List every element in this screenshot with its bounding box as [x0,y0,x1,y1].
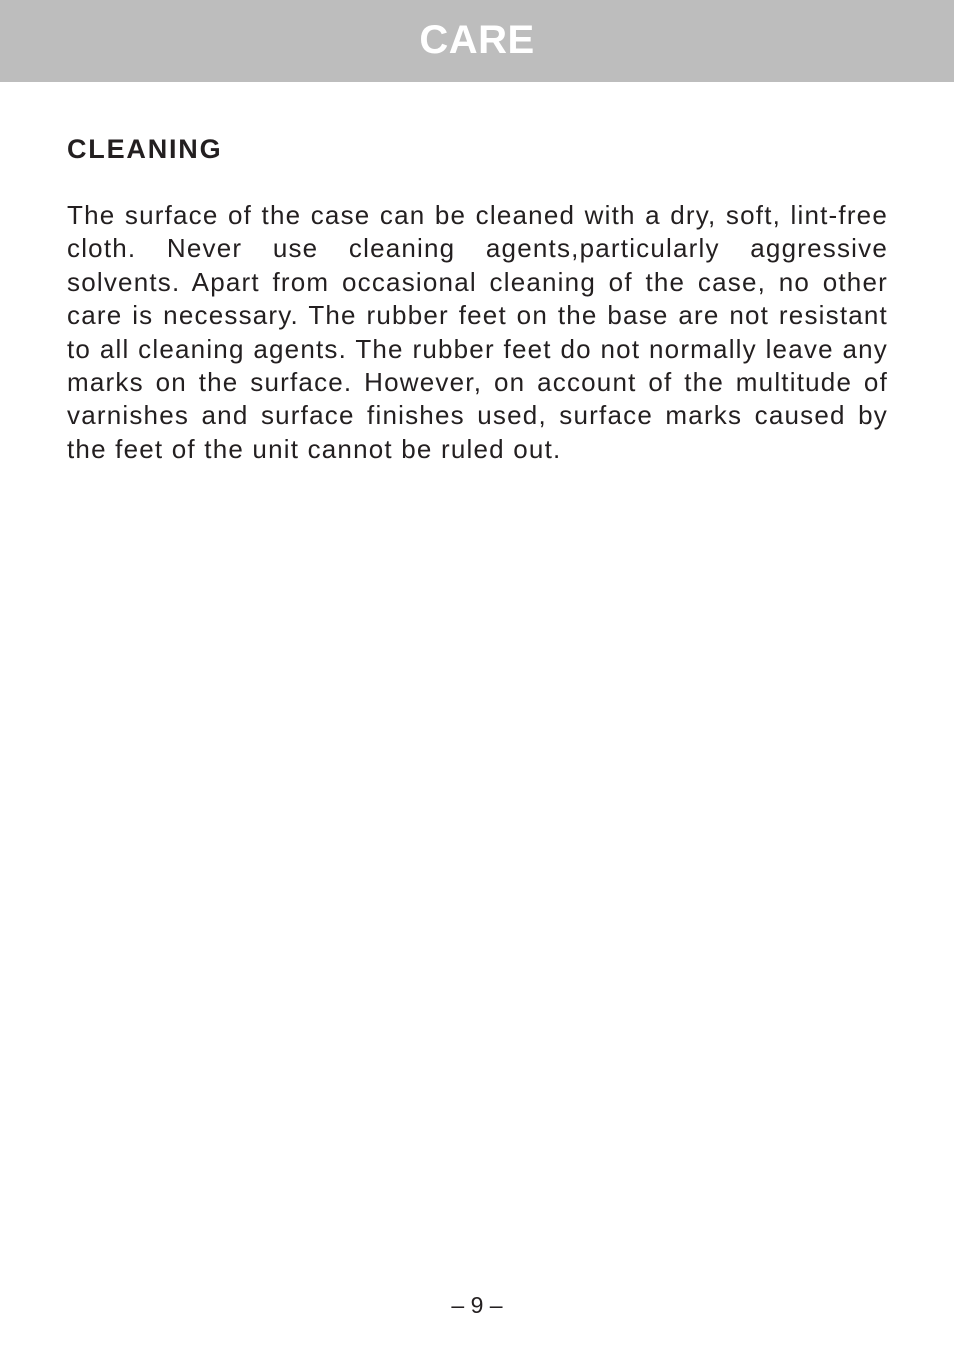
page-number: – 9 – [451,1292,503,1318]
body-paragraph: The surface of the case can be cleaned with a dry, soft, lint-free cloth. Never use cleaning agents,particularly aggressive solvents. Apart from occasional cleaning of the case, no other care is necessary. The rubber feet on the base are not resistant to all cleaning agents. The rubber feet do not normally leave any marks on the surface. However, on account of the multitude of varnishes and surface finishes used, surface marks caused by the feet of the unit cannot be ruled out. [67,200,888,464]
page-title: CARE [419,18,535,62]
section-heading: CLEANING [67,134,223,164]
header-band [0,0,954,82]
